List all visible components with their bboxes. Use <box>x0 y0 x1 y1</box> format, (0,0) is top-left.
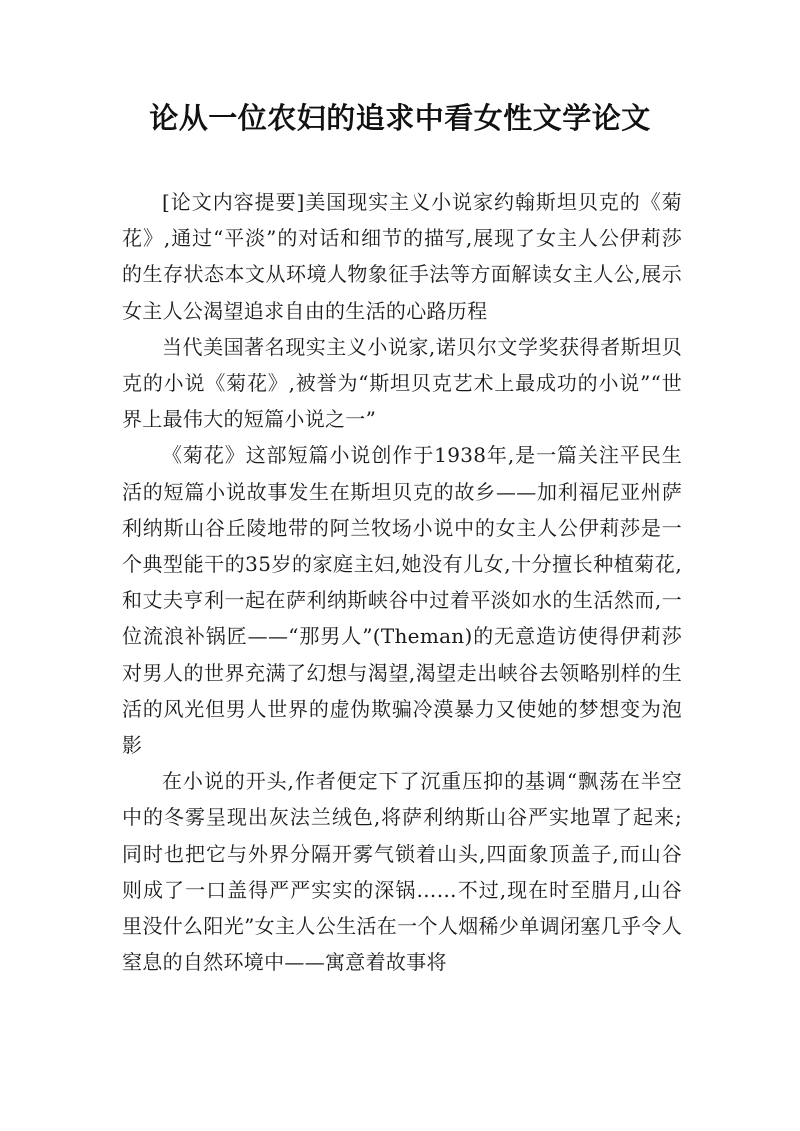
paragraph-background: 《菊花》这部短篇小说创作于1938年,是一篇关注平民生活的短篇小说故事发生在斯坦贝克的故乡——加利福尼亚州萨利纳斯山谷丘陵地带的阿兰牧场小说中的女主人公伊莉莎是一个典型能干的35岁的家庭主妇,她没有儿女,十分擅长种植菊花,和丈夫亨利一起在萨利纳斯峡谷中过着平淡如水的生活然而,一位流浪补锅匠——“那男人”(Theman)的无意造访使得伊莉莎对男人的世界充满了幻想与渴望,渴望走出峡谷去领略别样的生活的风光但男人世界的虚伪欺骗冷漠暴力又使她的梦想变为泡影 <box>122 443 682 758</box>
document-body <box>122 184 682 980</box>
paragraph-intro: 当代美国著名现实主义小说家,诺贝尔文学奖获得者斯坦贝克的小说《菊花》,被誉为“斯坦贝克艺术上最成功的小说”“世界上最伟大的短篇小说之一” <box>122 334 682 432</box>
paragraph-opening: 在小说的开头,作者便定下了沉重压抑的基调“飘荡在半空中的冬雾呈现出灰法兰绒色,将萨利纳斯山谷严实地罩了起来;同时也把它与外界分隔开雾气锁着山头,四面象顶盖子,而山谷则成了一口盖得严严实实的深锅……不过,现在时至腊月,山谷里没什么阳光”女主人公生活在一个人烟稀少单调闭塞几乎令人窒息的自然环境中——寓意着故事将 <box>122 769 682 975</box>
paragraph-abstract: [论文内容提要]美国现实主义小说家约翰斯坦贝克的《菊花》,通过“平淡”的对话和细节的描写,展现了女主人公伊莉莎的生存状态本文从环境人物象征手法等方面解读女主人公,展示女主人公渴望追求自由的生活的心路历程 <box>122 190 682 323</box>
document-title: 论从一位农妇的追求中看女性文学论文 <box>149 101 651 135</box>
